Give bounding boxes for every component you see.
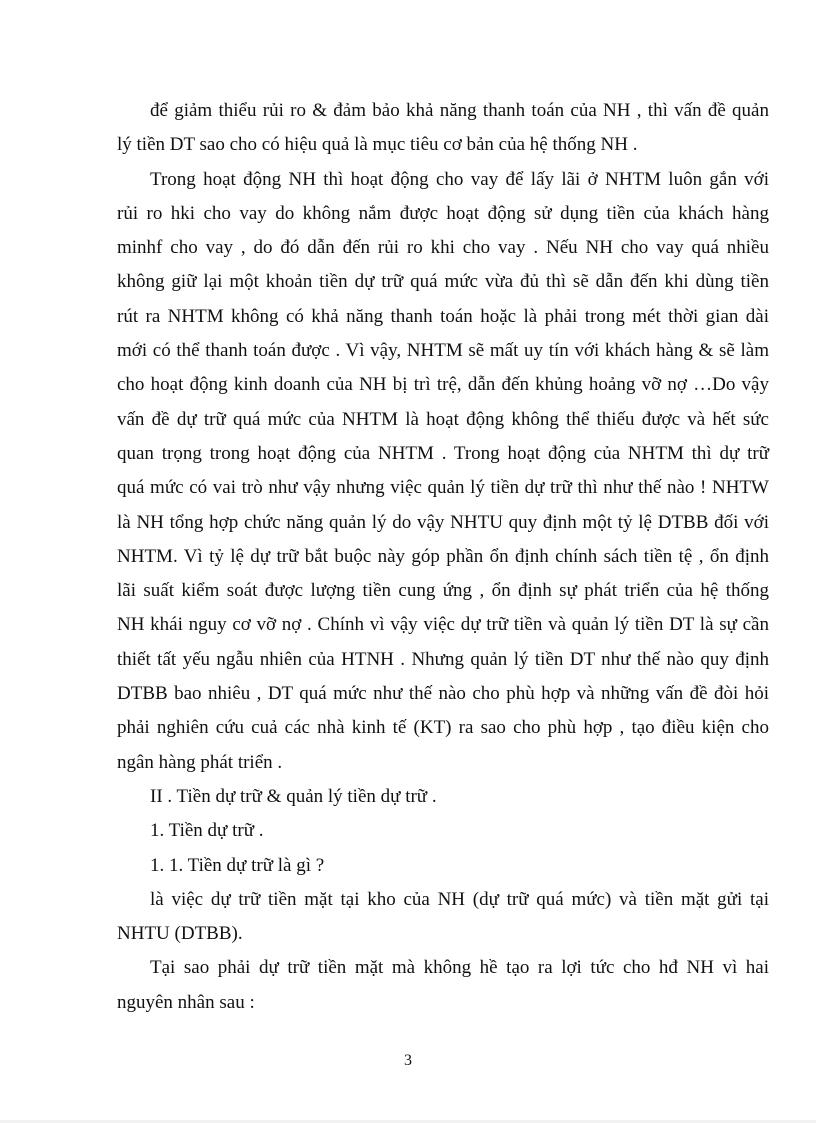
text-line: để giảm thiểu rủi ro & đảm bảo khả năng thanh toán của NH , thì vấn đề quản xyxy=(150,100,769,121)
text-line: rủi ro hki cho vay do không nắm được hoạt động sử dụng tiền của khách hàng xyxy=(117,202,769,224)
subsubsection-heading: 1. 1. Tiền dự trữ là gì ? xyxy=(150,854,325,876)
text-line: NHTU (DTBB). xyxy=(117,923,243,945)
text-line: lý tiền DT sao cho có hiệu quả là mục tiêu cơ bản của hệ thống NH . xyxy=(117,134,638,156)
text-line: thiết tất yếu ngẫu nhiên của HTNH . Nhưng quản lý tiền DT như thế nào quy định xyxy=(117,648,769,670)
section-heading: II . Tiền dự trữ & quản lý tiền dự trữ . xyxy=(150,785,437,807)
text-line: rút ra NHTM không có khả năng thanh toán hoặc là phải trong mét thời gian dài xyxy=(117,305,769,327)
text-line: NHTM. Vì tỷ lệ dự trữ bắt buộc này góp phần ổn định chính sách tiền tệ , ổn định xyxy=(117,545,769,567)
text-line: là việc dự trữ tiền mặt tại kho của NH (dự trữ quá mức) và tiền mặt gửi tại xyxy=(150,888,769,910)
body-text xyxy=(117,94,769,1020)
text-line: vấn đề dự trữ quá mức của NHTM là hoạt động không thể thiếu được và hết sức xyxy=(117,408,769,430)
text-line: cho hoạt động kinh doanh của NH bị trì trệ, dẫn đến khủng hoảng vỡ nợ …Do vậy xyxy=(117,374,769,396)
subsection-heading: 1. Tiền dự trữ . xyxy=(150,820,264,842)
text-line: quá mức có vai trò như vậy nhưng việc quản lý tiền dự trữ thì như thế nào ! NHTW xyxy=(117,477,769,499)
text-line: không giữ lại một khoản tiền dự trữ quá mức vừa đủ thì sẽ dẫn đến khi dùng tiền xyxy=(117,271,769,293)
text-line: minhf cho vay , do đó dẫn đến rủi ro khi cho vay . Nếu NH cho vay quá nhiều xyxy=(117,237,769,259)
page-number: 3 xyxy=(404,1052,412,1069)
text-line: quan trọng trong hoạt động của NHTM . Trong hoạt động của NHTM thì dự trữ xyxy=(117,442,769,464)
text-line: ngân hàng phát triển . xyxy=(117,751,283,773)
text-line: mới có thể thanh toán được . Vì vậy, NHTM sẽ mất uy tín với khách hàng & sẽ làm xyxy=(117,340,769,362)
text-line: Tại sao phải dự trữ tiền mặt mà không hề tạo ra lợi tức cho hđ NH vì hai xyxy=(150,957,769,979)
text-line: phải nghiên cứu cuả các nhà kinh tế (KT) ra sao cho phù hợp , tạo điều kiện cho xyxy=(117,717,769,739)
text-line: Trong hoạt động NH thì hoạt động cho vay để lấy lãi ở NHTM luôn gắn với xyxy=(150,168,769,190)
text-line: DTBB bao nhiêu , DT quá mức như thế nào cho phù hợp và những vấn đề đòi hỏi xyxy=(117,683,769,705)
text-line: là NH tổng hợp chức năng quản lý do vậy NHTU quy định một tỷ lệ DTBB đối với xyxy=(117,511,769,533)
text-line: lãi suất kiểm soát được lượng tiền cung ứng , ổn định sự phát triển của hệ thống xyxy=(117,580,769,602)
text-line: NH khái nguy cơ vỡ nợ . Chính vì vậy việc dự trữ tiền và quản lý tiền DT là sự cần xyxy=(117,614,769,636)
text-line: nguyên nhân sau : xyxy=(117,991,255,1013)
